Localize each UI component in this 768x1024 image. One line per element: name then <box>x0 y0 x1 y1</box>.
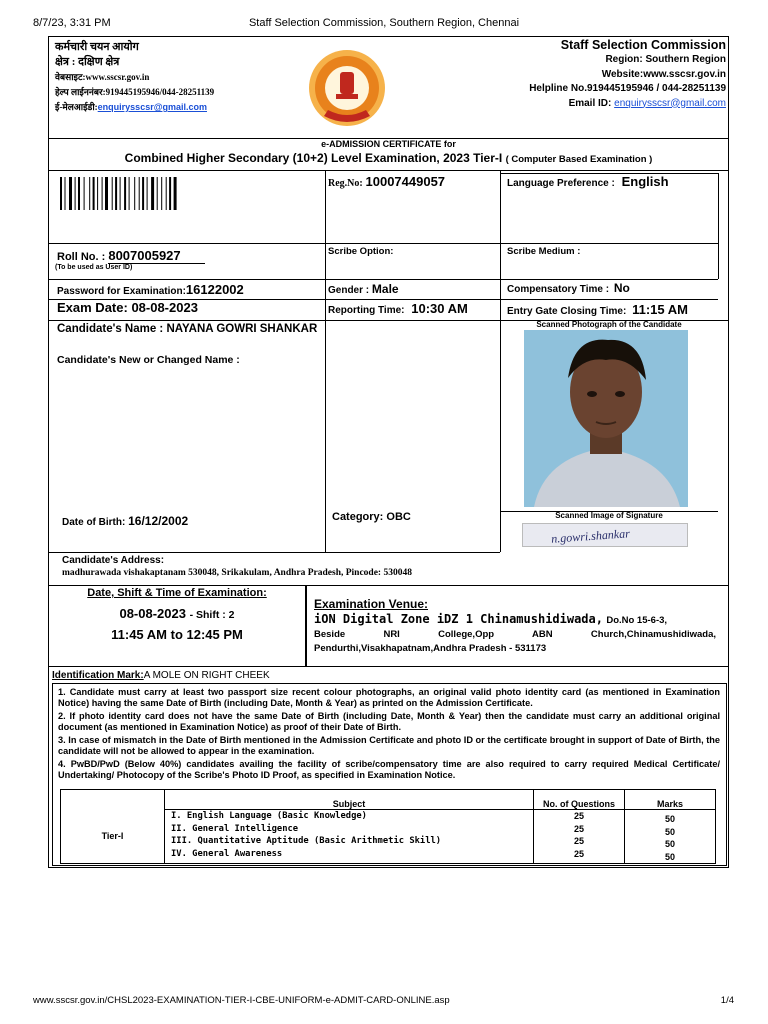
gender-label: Gender : <box>328 285 370 296</box>
exam-date-field <box>57 300 198 315</box>
roll-no-note: (To be used as User ID) <box>55 264 133 271</box>
ssc-emblem-logo <box>302 48 392 128</box>
category-field <box>332 511 411 523</box>
candidate-name-field <box>57 323 317 335</box>
instruction-item: 1. Candidate must carry at least two passport size recent colour photographs, an original valid photo identity card (as mentioned in Examination Notice) having the same Date of Birth (including Date, Month & Year) as printed on the Admission Certificate. <box>58 687 720 708</box>
schedule-heading: Date, Shift & Time of Examination: <box>87 587 267 599</box>
candidate-signature: n.gowri.shankar <box>522 523 688 547</box>
marks-value: 50 <box>664 826 675 837</box>
identification-label: Identification Mark: <box>52 670 144 681</box>
barcode <box>60 177 230 210</box>
questions-value: 25 <box>573 823 584 834</box>
helpline-text: Helpline No.919445195946 / 044-28251139 <box>529 83 726 94</box>
changed-name-label: Candidate's New or Changed Name : <box>57 354 240 366</box>
venue-line-1 <box>314 612 667 626</box>
gender-value: Male <box>371 282 399 296</box>
dob-field <box>62 514 188 528</box>
exam-date-label: Exam Date: <box>57 300 128 315</box>
print-page-number: 1/4 <box>720 995 734 1006</box>
category-label: Category: <box>332 511 384 523</box>
compensatory-time-label: Compensatory Time : <box>507 284 610 295</box>
subject-list-cell <box>165 810 534 864</box>
compensatory-time-field <box>507 281 630 295</box>
marks-value: 50 <box>664 851 675 862</box>
password-label: Password for Examination: <box>57 286 186 297</box>
instruction-item: 4. PwBD/PwD (Below 40%) candidates availing the facility of scribe/compensatory time are also required to carry required Medical Certificate/ Undertaking/ Photocopy of the Scribe's Photo ID Proof, as specified in Examination Notice. <box>58 759 720 780</box>
language-field <box>507 174 669 189</box>
reporting-time-label: Reporting Time: <box>328 305 405 316</box>
reg-no-label: Reg.No: <box>328 178 363 189</box>
schedule-date-line <box>48 606 306 621</box>
address-value: madhurawada vishakaptanam 530048, Srikakulam, Andhra Pradesh, Pincode: 530048 <box>62 568 412 578</box>
scribe-medium-label: Scribe Medium : <box>507 246 581 257</box>
org-name: Staff Selection Commission <box>560 38 726 52</box>
region-hindi: क्षेत्र : दक्षिण क्षेत्र <box>55 56 120 68</box>
language-value: English <box>621 174 669 189</box>
roll-no-label: Roll No. : <box>57 251 106 263</box>
exam-date-value: 08-08-2023 <box>131 300 198 315</box>
schedule-date: 08-08-2023 <box>119 606 186 621</box>
gender-field <box>328 282 399 296</box>
org-name-hindi: कर्मचारी चयन आयोग <box>55 41 139 53</box>
helpline-hindi: हेल्प लाईननंबर:919445195946/044-28251139 <box>55 87 215 97</box>
exam-name: Combined Higher Secondary (10+2) Level Examination, 2023 Tier-I <box>124 151 503 165</box>
print-page-title: Staff Selection Commission, Southern Region, Chennai <box>248 17 520 29</box>
region-text: Region: Southern Region <box>605 54 726 65</box>
signature-caption: Scanned Image of Signature <box>555 511 663 520</box>
print-datetime: 8/7/23, 3:31 PM <box>33 17 111 29</box>
email-label-hindi: ई-मेलआईडी: <box>55 102 98 112</box>
venue-line-2: Beside NRI College,Opp ABN Church,Chinamushidiwada, <box>314 629 716 640</box>
tier-cell: Tier-I <box>61 810 165 864</box>
marks-list-cell <box>625 810 716 864</box>
subject-row: II. General Intelligence <box>171 823 299 834</box>
gate-closing-value: 11:15 AM <box>632 302 688 317</box>
questions-value: 25 <box>573 811 584 821</box>
language-label: Language Preference : <box>507 178 615 189</box>
questions-header: No. of Questions <box>534 790 625 810</box>
password-field <box>57 282 244 297</box>
instructions-list <box>58 687 720 781</box>
venue-line-3: Pendurthi,Visakhapatnam,Andhra Pradesh - 531173 <box>314 643 547 654</box>
subject-row: I. English Language (Basic Knowledge) <box>171 811 367 821</box>
venue-name: iON Digital Zone iDZ 1 Chinamushidiwada, <box>314 612 603 626</box>
questions-value: 25 <box>573 836 584 846</box>
scribe-option-label: Scribe Option: <box>328 246 394 257</box>
marks-header: Marks <box>625 790 716 810</box>
photo-caption: Scanned Photograph of the Candidate <box>536 320 682 329</box>
header-left <box>55 40 214 115</box>
instruction-item: 2. If photo identity card does not have the same Date of Birth (including Date, Month & Year) then the candidate must carry an additional original document (as mentioned in Examination Notice) as proof of their Date of Birth. <box>58 711 720 732</box>
schedule-shift: - Shift : 2 <box>189 609 235 621</box>
reg-no-field <box>328 174 445 189</box>
email-link-left[interactable]: enquirysscsr@gmail.com <box>97 102 207 112</box>
candidate-name-label: Candidate's Name : <box>57 323 164 335</box>
venue-heading: Examination Venue: <box>314 597 429 611</box>
roll-no-field <box>57 248 205 263</box>
marks-value: 50 <box>664 814 675 824</box>
category-value: OBC <box>386 511 411 523</box>
dob-value: 16/12/2002 <box>128 514 189 528</box>
email-label: Email ID: <box>568 97 615 109</box>
dob-label: Date of Birth: <box>62 517 126 528</box>
questions-list-cell <box>534 810 625 864</box>
website-text: Website:www.sscsr.gov.in <box>601 68 726 80</box>
venue-doorno: Do.No 15-6-3, <box>606 615 668 626</box>
instruction-item: 3. In case of mismatch in the Date of Birth mentioned in the Admission Certificate and photo ID or the certificate brought in support of Date of Birth, the candidate will not be allowed to appear in the examination. <box>58 735 720 756</box>
candidate-photo <box>524 330 688 507</box>
password-value: 16122002 <box>185 282 244 297</box>
subjects-table <box>60 789 716 864</box>
questions-value: 25 <box>573 848 584 859</box>
header-right <box>529 38 726 111</box>
gate-closing-label: Entry Gate Closing Time: <box>507 306 627 317</box>
subject-header: Subject <box>165 790 534 810</box>
compensatory-time-value: No <box>613 281 630 295</box>
identification-field <box>52 670 270 681</box>
subject-row: IV. General Awareness <box>171 848 283 859</box>
tier-header-cell <box>61 790 165 810</box>
gate-closing-field <box>507 302 688 317</box>
subject-row: III. Quantitative Aptitude (Basic Arithmetic Skill) <box>171 836 442 846</box>
reg-no-value: 10007449057 <box>365 174 446 189</box>
candidate-name-value: NAYANA GOWRI SHANKAR <box>166 323 318 335</box>
schedule-time: 11:45 AM to 12:45 PM <box>111 627 243 642</box>
exam-mode: ( Computer Based Examination ) <box>505 154 653 165</box>
reporting-time-value: 10:30 AM <box>411 301 468 316</box>
address-label: Candidate's Address: <box>62 555 165 566</box>
roll-no-value: 8007005927 <box>108 248 204 264</box>
reporting-time-field <box>328 301 468 316</box>
email-link-right[interactable]: enquirysscsr@gmail.com <box>614 97 726 109</box>
marks-value: 50 <box>664 839 675 849</box>
exam-title <box>48 151 729 165</box>
certificate-title: e-ADMISSION CERTIFICATE for <box>321 139 456 149</box>
website-hindi: वेबसाइट:www.sscsr.gov.in <box>55 72 150 82</box>
print-url: www.sscsr.gov.in/CHSL2023-EXAMINATION-TIER-I-CBE-UNIFORM-e-ADMIT-CARD-ONLINE.asp <box>33 995 450 1006</box>
identification-value: A MOLE ON RIGHT CHEEK <box>143 670 270 681</box>
